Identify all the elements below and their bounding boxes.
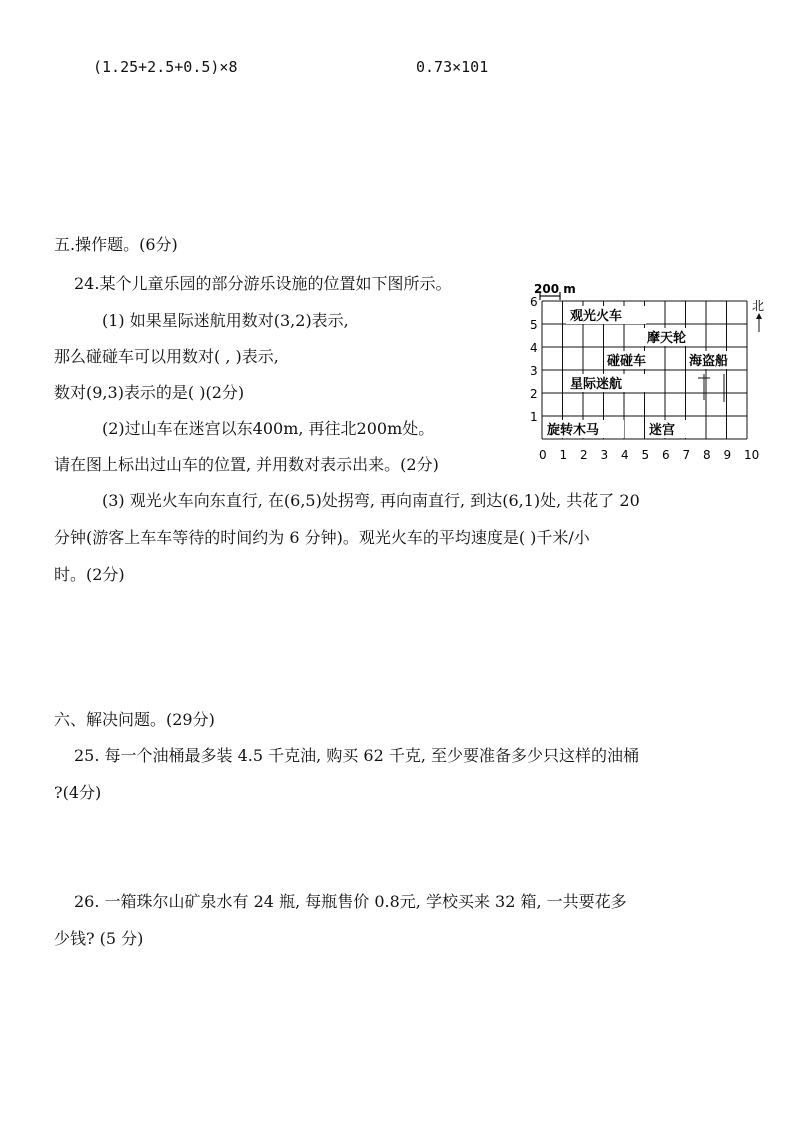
place-label-guanguang: 观光火车 bbox=[570, 309, 623, 324]
x-tick-label: 5 bbox=[641, 448, 650, 462]
calc-expression-1: (1.25+2.5+0.5)×8 bbox=[93, 58, 238, 76]
scale-label: 200 m bbox=[534, 282, 576, 296]
q26-line1: 26. 一箱珠尔山矿泉水有 24 瓶, 每瓶售价 0.8元, 学校买来 32 箱, 一共要花多 bbox=[74, 892, 627, 911]
q24-part3-line3: 时。(2分) bbox=[54, 565, 125, 584]
park-grid-map bbox=[526, 280, 776, 470]
place-label-haidaochuan: 海盗船 bbox=[689, 354, 729, 369]
place-motianlun bbox=[644, 328, 704, 346]
q24-part1-line2: 那么碰碰车可以用数对( , )表示, bbox=[54, 347, 279, 366]
place-label-motianlun: 摩天轮 bbox=[647, 331, 687, 346]
x-tick-label: 3 bbox=[600, 448, 609, 462]
q24-part1-line1: (1) 如果星际迷航用数对(3,2)表示, bbox=[102, 311, 349, 330]
x-axis-ticks bbox=[539, 448, 759, 462]
place-label-xuanzhuan: 旋转木马 bbox=[547, 423, 600, 438]
section-6-heading: 六、解决问题。(29分) bbox=[54, 710, 215, 729]
x-tick-label: 1 bbox=[559, 448, 568, 462]
place-migong bbox=[646, 420, 686, 438]
q25-line2: ?(4分) bbox=[54, 783, 102, 802]
y-tick-label: 1 bbox=[530, 410, 538, 424]
q24-part2-line1: (2)过山车在迷宫以东400m, 再往北200m处。 bbox=[102, 419, 435, 438]
place-xingji bbox=[566, 374, 646, 392]
place-label-xingji: 星际迷航 bbox=[570, 377, 623, 392]
place-xuanzhuan bbox=[544, 420, 624, 438]
q24-stem: 24.某个儿童乐园的部分游乐设施的位置如下图所示。 bbox=[74, 274, 452, 293]
x-tick-label: 7 bbox=[682, 448, 691, 462]
q24-part1-line3: 数对(9,3)表示的是( )(2分) bbox=[54, 383, 245, 402]
x-tick-label: 2 bbox=[580, 448, 588, 462]
y-tick-label: 6 bbox=[530, 295, 538, 309]
section-5-heading: 五.操作题。(6分) bbox=[54, 235, 178, 254]
place-pengpengche bbox=[604, 351, 664, 369]
calc-expression-2: 0.73×101 bbox=[416, 58, 489, 76]
y-tick-label: 3 bbox=[530, 364, 538, 378]
x-tick-label: 9 bbox=[723, 448, 732, 462]
q24-part2-line2: 请在图上标出过山车的位置, 并用数对表示出来。(2分) bbox=[54, 455, 439, 474]
place-guanguang bbox=[566, 306, 646, 324]
q25-line1: 25. 每一个油桶最多装 4.5 千克油, 购买 62 千克, 至少要准备多少只这样的油桶 bbox=[74, 746, 640, 765]
q26-line2: 少钱? (5 分) bbox=[54, 929, 144, 948]
x-tick-label: 4 bbox=[621, 448, 629, 462]
place-haidaochuan bbox=[686, 351, 746, 369]
y-tick-label: 5 bbox=[530, 318, 538, 332]
x-tick-label: 8 bbox=[703, 448, 711, 462]
q24-part3-line1: (3) 观光火车向东直行, 在(6,5)处拐弯, 再向南直行, 到达(6,1)处, 共花了 20 bbox=[102, 491, 640, 510]
y-axis-ticks bbox=[530, 295, 538, 424]
y-tick-label: 2 bbox=[530, 387, 538, 401]
north-label: 北 bbox=[752, 299, 765, 313]
place-label-migong: 迷宫 bbox=[649, 423, 676, 438]
x-tick-label: 10 bbox=[744, 448, 760, 462]
q24-part3-line2: 分钟(游客上车车等待的时间约为 6 分钟)。观光火车的平均速度是( )千米/小 bbox=[54, 528, 590, 547]
pen-marks bbox=[698, 374, 724, 402]
place-label-pengpengche: 碰碰车 bbox=[607, 354, 647, 369]
x-tick-label: 6 bbox=[662, 448, 670, 462]
y-tick-label: 4 bbox=[530, 341, 538, 355]
x-tick-label: 0 bbox=[539, 448, 547, 462]
